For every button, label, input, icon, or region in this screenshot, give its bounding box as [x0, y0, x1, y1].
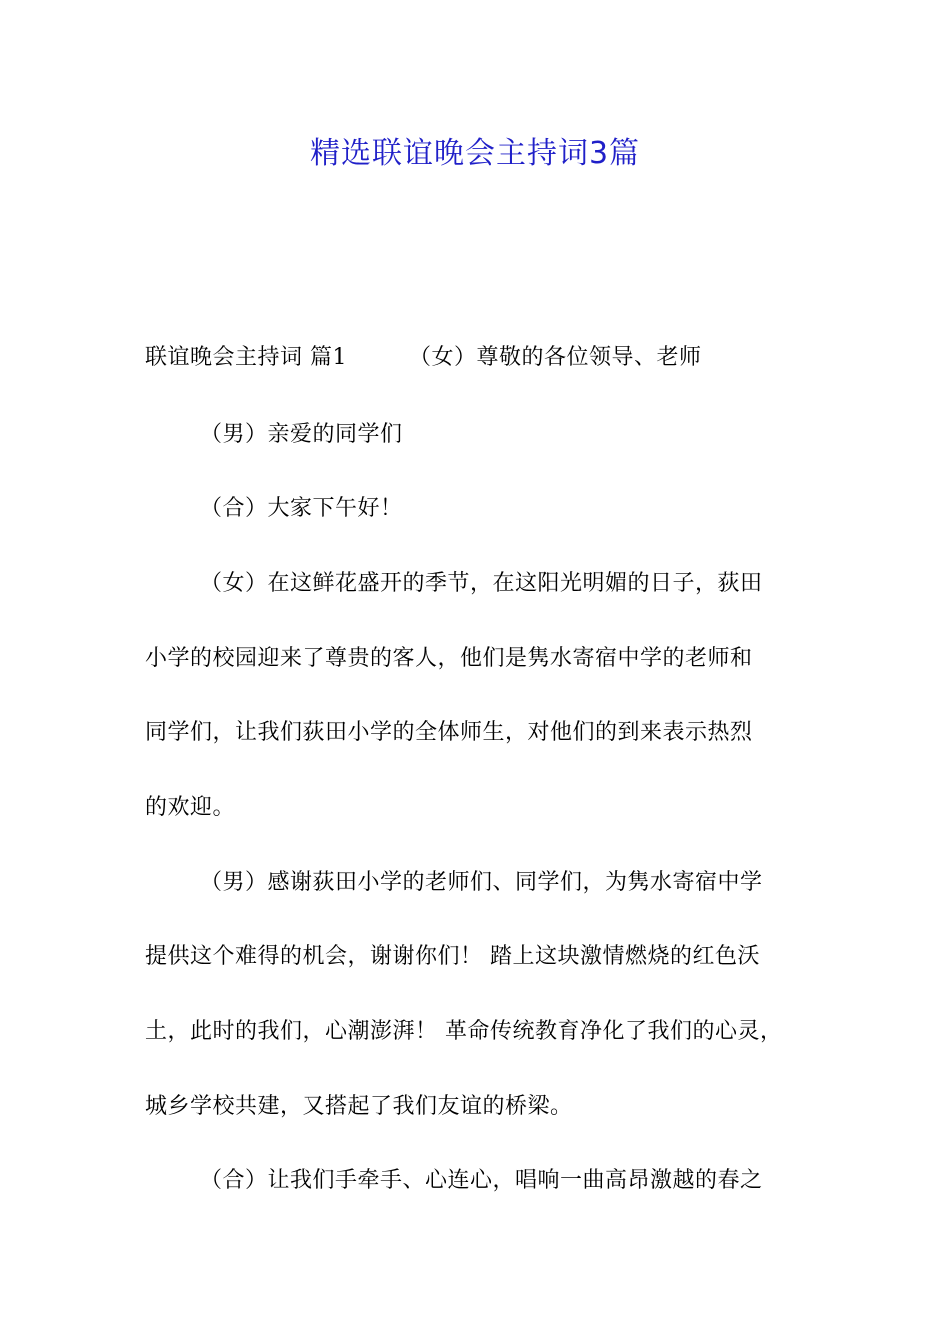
section-heading: 联谊晚会主持词 篇1 — [145, 345, 347, 370]
paragraph-line: 提供这个难得的机会，谢谢你们！ 踏上这块激情燃烧的红色沃 — [145, 944, 760, 969]
paragraph-line: （合）让我们手牵手、心连心，唱响一曲高昂激越的春之 — [200, 1168, 763, 1193]
paragraph-line: （合）大家下午好！ — [200, 496, 403, 521]
paragraph-line: （女）尊敬的各位领导、老师 — [409, 345, 702, 370]
paragraph-line: 土，此时的我们，心潮澎湃！ 革命传统教育净化了我们的心灵， — [145, 1019, 783, 1044]
paragraph-line: 城乡学校共建，又搭起了我们友谊的桥梁。 — [145, 1094, 573, 1119]
paragraph-line: 同学们，让我们荻田小学的全体师生，对他们的到来表示热烈 — [145, 720, 753, 745]
document-title: 精选联谊晚会主持词3篇 — [309, 136, 641, 171]
paragraph-line: （男）感谢荻田小学的老师们、同学们，为隽水寄宿中学 — [200, 870, 763, 895]
paragraph-line: （女）在这鲜花盛开的季节，在这阳光明媚的日子，荻田 — [200, 571, 763, 596]
paragraph-line: （男）亲爱的同学们 — [200, 422, 403, 447]
paragraph-line: 的欢迎。 — [145, 795, 236, 820]
paragraph-line: 小学的校园迎来了尊贵的客人，他们是隽水寄宿中学的老师和 — [145, 646, 753, 671]
first-line — [145, 343, 702, 373]
